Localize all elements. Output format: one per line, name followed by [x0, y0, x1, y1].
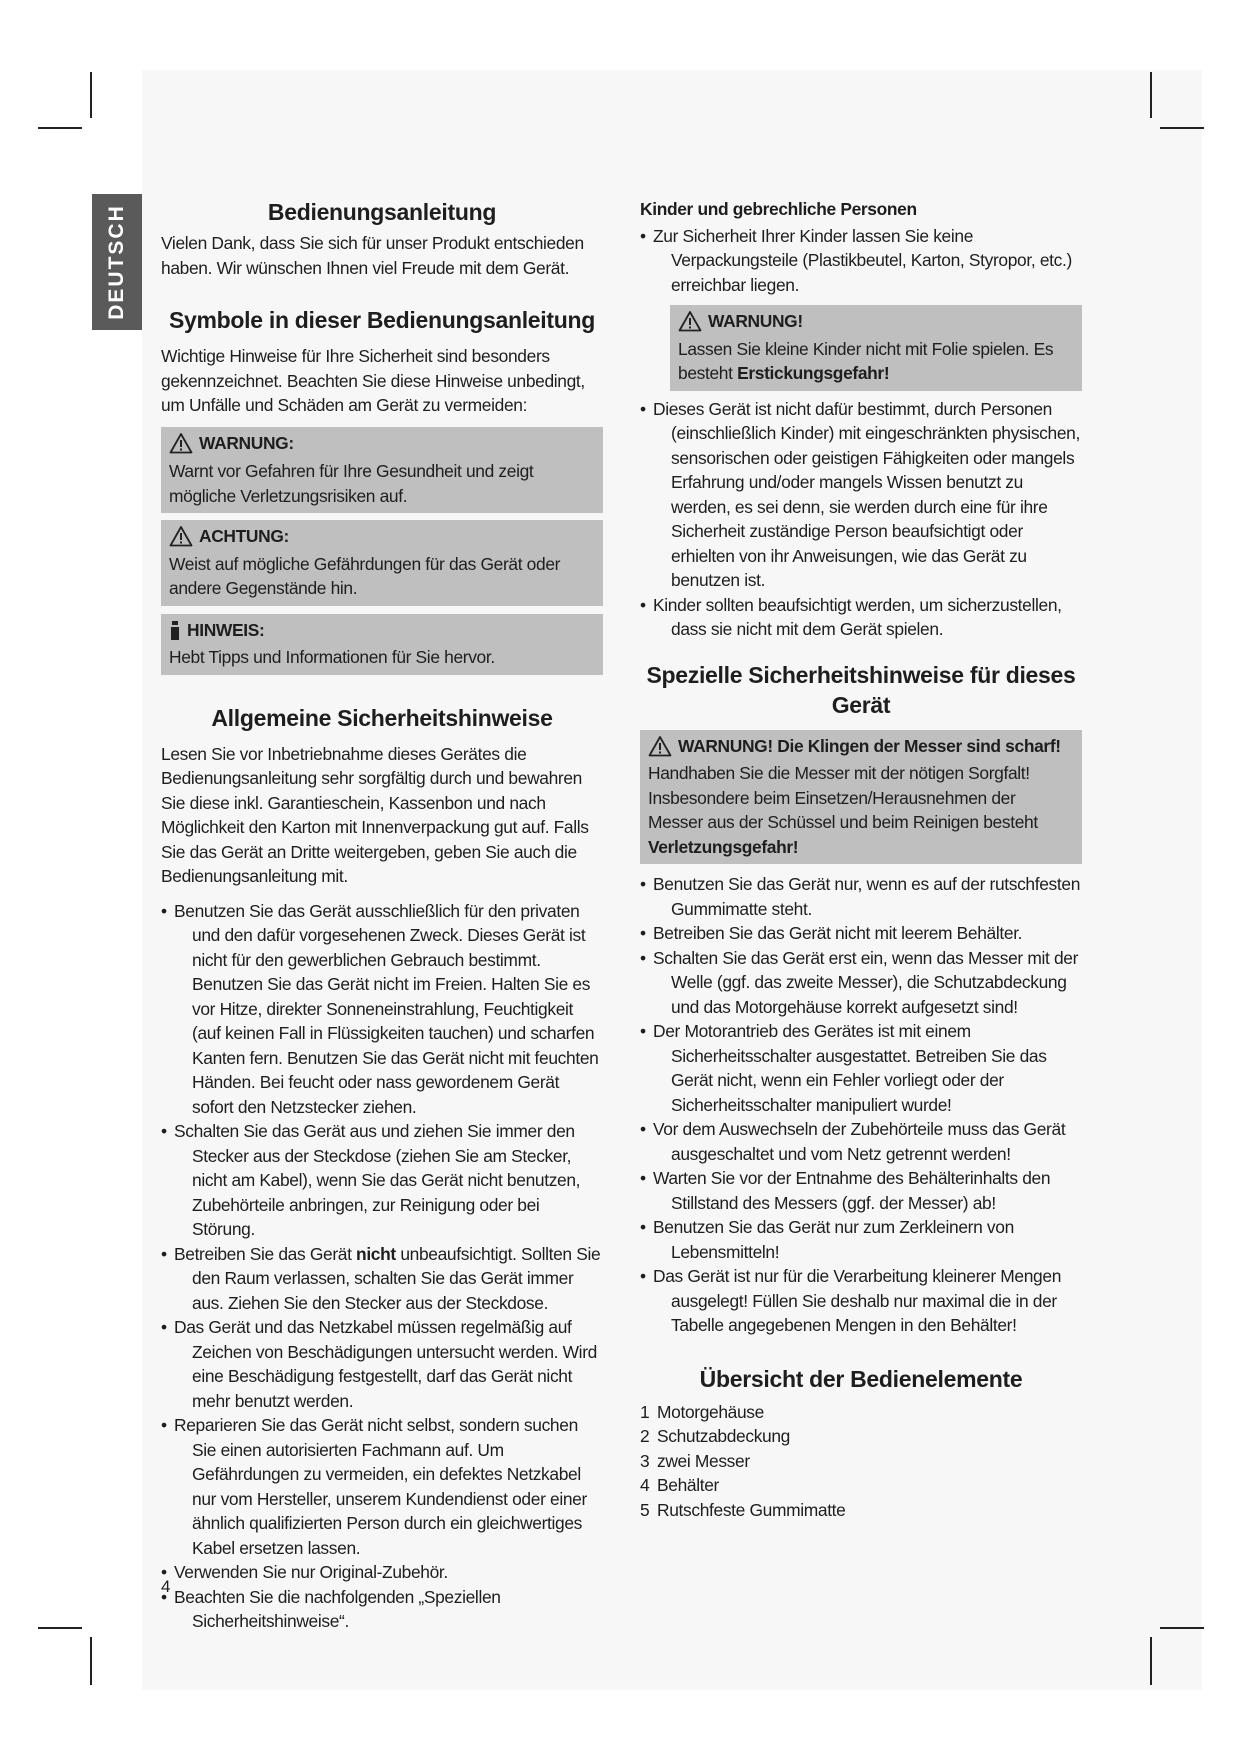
intro-text: Vielen Dank, dass Sie sich für unser Produkt entschieden haben. Wir wünschen Ihnen viel Freude mit dem Gerät. [161, 233, 584, 278]
list-item-text: • Reparieren Sie das Gerät nicht selbst, sondern suchen Sie einen autorisierten Fachmann auf. Um Gefährdungen zu vermeiden, ein defektes Netzkabel nur vom Hersteller, unserem Kundendienst oder einer ähnlich qualifizierten Person durch ein gleichwertiges Kabel ersetzen lassen. [174, 1415, 587, 1558]
overview-num: 1 [640, 1401, 650, 1422]
overview-item [640, 1449, 1082, 1474]
caution-box [161, 520, 603, 606]
emphasis-not: nicht [356, 1243, 396, 1264]
special-safety-heading: Spezielle Sicherheitshinweise für dieses Gerät [646, 661, 1076, 718]
right-column [640, 197, 1082, 1522]
list-item-text: • Benutzen Sie das Gerät ausschließlich für den privaten und den dafür vorgesehenen Zweck. Dieses Gerät ist nicht für den gewerblichen Gebrauch bestimmt. [174, 900, 586, 970]
overview-label: Schutzabdeckung [657, 1426, 791, 1446]
list-item [640, 1215, 1082, 1264]
overview-label: Rutschfeste Gummimatte [657, 1499, 846, 1520]
crop-mark [1150, 72, 1152, 118]
list-item [640, 1166, 1082, 1215]
warning-label: WARNUNG: [199, 432, 294, 453]
list-item-text: • Kinder sollten beaufsichtigt werden, um sicherzustellen, dass sie nicht mit dem Gerät spielen. [653, 594, 1062, 639]
crop-mark [90, 72, 92, 118]
warning-triangle-icon [678, 310, 702, 332]
list-item [640, 872, 1082, 921]
blade-warning-body: Insbesondere beim Einsetzen/Herausnehmen der Messer aus der Schüssel und beim Reinigen besteht [648, 787, 1038, 832]
overview-label: zwei Messer [657, 1450, 750, 1471]
overview-item [640, 1424, 1082, 1449]
list-item-text: • Warten Sie vor der Entnahme des Behälterinhalts den Stillstand des Messers (ggf. der Messer) ab! [653, 1168, 1051, 1213]
crop-mark [38, 127, 82, 129]
list-item [161, 899, 603, 1120]
list-item-text [174, 1242, 603, 1316]
list-item [161, 1560, 603, 1585]
overview-list [640, 1400, 1082, 1523]
page-number: 4 [161, 1577, 171, 1596]
general-intro: Lesen Sie vor Inbetriebnahme dieses Gerätes die Bedienungsanleitung sehr sorgfältig durch und bewahren Sie diese inkl. Garantieschein, Kassenbon und nach Möglichkeit den Karton mit Innenverpackung gut auf. Falls Sie das Gerät an Dritte weitergeben, geben Sie auch die Bedienungsanleitung mit. [161, 743, 589, 886]
list-item-text: • Zur Sicherheit Ihrer Kinder lassen Sie keine Verpackungsteile (Plastikbeutel, Karton, Styropor, etc.) erreichbar liegen. [653, 225, 1072, 295]
list-item [640, 593, 1082, 642]
left-column [161, 197, 603, 1634]
children-warning-body: Lassen Sie kleine Kinder nicht mit Folie spielen. Es besteht [678, 338, 1054, 383]
overview-num: 4 [640, 1475, 650, 1495]
blade-warning-line: Handhaben Sie die Messer mit der nötigen Sorgfalt! [648, 763, 1030, 783]
list-item-text: Benutzen Sie das Gerät nicht im Freien. Halten Sie es vor Hitze, direkter Sonneneinstrahlung, Feuchtigkeit (auf keinen Fall in Flüssigkeiten tauchen) und scharfen Kanten fern. Benutzen Sie das Gerät nicht mit feuchten Händen. Bei feucht oder nass gewordenem Gerät sofort den Netzstecker ziehen. [192, 974, 599, 1117]
overview-num: 3 [640, 1450, 650, 1471]
children-list-top [640, 224, 1082, 298]
crop-mark [90, 1637, 92, 1685]
warning-box [161, 427, 603, 514]
overview-label: Motorgehäuse [657, 1401, 764, 1422]
list-item-text: • Dieses Gerät ist nicht dafür bestimmt, durch Personen (einschließlich Kinder) mit eingeschränkten physischen, sensorischen oder geistigen Fähigkeiten oder mangels Erfahrung und/oder mangels Wissen benutzt zu werden, es sei denn, sie werden durch eine für ihre Sicherheit zuständige Person beaufsichtigt oder erhielten von ihr Anweisungen, wie das Gerät zu benutzen ist. [653, 398, 1080, 590]
list-item-text: • Benutzen Sie das Gerät nur zum Zerkleinern von Lebensmitteln! [653, 1217, 1014, 1262]
bold-lead: Betreiben Sie das Gerät [174, 1243, 352, 1264]
special-safety-list [640, 872, 1082, 1338]
list-item-text: • Schalten Sie das Gerät aus und ziehen Sie immer den Stecker aus der Steckdose (ziehen Sie am Stecker, nicht am Kabel), wenn Sie das Gerät nicht benutzen, Zubehörteile anbringen, zur Reinigung oder bei Störung. [174, 1121, 581, 1239]
warning-text: Warnt vor Gefahren für Ihre Gesundheit und zeigt mögliche Verletzungsrisiken auf. [169, 461, 534, 506]
children-warning-text [678, 337, 1074, 386]
children-heading: Kinder und gebrechliche Personen [640, 199, 917, 219]
overview-item [640, 1400, 1082, 1425]
list-item [161, 1585, 603, 1634]
list-item-text: • Der Motorantrieb des Gerätes ist mit einem Sicherheitsschalter ausgestattet. Betreiben Sie das Gerät nicht, wenn ein Fehler vorliegt oder der Sicherheitsschalter manipuliert wurde! [653, 1021, 1047, 1115]
symbols-heading: Symbole in dieser Bedienungsanleitung [169, 307, 595, 333]
list-item [640, 1264, 1082, 1338]
general-safety-list [161, 899, 603, 1634]
children-warning-label: WARNUNG! [708, 311, 803, 331]
list-item [161, 1242, 603, 1316]
bold-tail: unbeaufsichtigt. Sollten Sie den Raum verlassen, schalten Sie das Gerät immer aus. Ziehen Sie den Stecker aus der Steckdose. [192, 1243, 601, 1313]
warning-triangle-icon [648, 735, 672, 757]
list-item-text: • Vor dem Auswechseln der Zubehörteile muss das Gerät ausgeschaltet und vom Netz getrennt werden! [653, 1119, 1066, 1164]
children-list [640, 397, 1082, 642]
list-item [640, 946, 1082, 1020]
list-item-text: • Das Gerät ist nur für die Verarbeitung kleinerer Mengen ausgelegt! Füllen Sie deshalb nur maximal die in der Tabelle angegebenen Mengen in den Behälter! [653, 1266, 1062, 1335]
list-item [640, 1019, 1082, 1117]
overview-item [640, 1473, 1082, 1498]
list-item [640, 397, 1082, 593]
language-label: DEUTSCH [105, 204, 129, 320]
caution-label: ACHTUNG: [199, 526, 289, 546]
children-warning-bold: Erstickungsgefahr! [737, 363, 890, 383]
warning-triangle-icon [169, 432, 193, 454]
list-item-text: • Das Gerät und das Netzkabel müssen regelmäßig auf Zeichen von Beschädigungen untersucht werden. Wird eine Beschädigung festgestellt, darf das Gerät nicht mehr benutzt werden. [174, 1317, 597, 1411]
note-box [161, 614, 603, 675]
symbols-intro: Wichtige Hinweise für Ihre Sicherheit sind besonders gekennzeichnet. Beachten Sie diese Hinweise unbedingt, um Unfälle und Schäden am Gerät zu vermeiden: [161, 346, 585, 415]
list-item [640, 1117, 1082, 1166]
crop-mark [1160, 127, 1204, 129]
children-warning-box [670, 305, 1082, 391]
list-item [161, 1413, 603, 1560]
blade-warning-label: WARNUNG! Die Klingen der Messer sind scharf! [678, 735, 1061, 756]
blade-warning-box [640, 730, 1082, 865]
info-icon [169, 619, 181, 641]
list-item-text: • Betreiben Sie das Gerät nicht mit leerem Behälter. [653, 923, 1023, 943]
list-item [640, 224, 1082, 298]
note-text: Hebt Tipps und Informationen für Sie hervor. [169, 647, 495, 667]
document-title: Bedienungsanleitung [267, 199, 497, 225]
list-item-text: • Schalten Sie das Gerät erst ein, wenn das Messer mit der Welle (ggf. das zweite Messer), die Schutzabdeckung und das Motorgehäuse korrekt aufgesetzt sind! [653, 947, 1079, 1017]
note-label: HINWEIS: [187, 619, 265, 640]
crop-mark [1150, 1637, 1152, 1685]
blade-warning-text [648, 786, 1074, 860]
caution-text: Weist auf mögliche Gefährdungen für das Gerät oder andere Gegenstände hin. [169, 553, 561, 598]
list-item-text: • Verwenden Sie nur Original-Zubehör. [174, 1562, 448, 1582]
overview-heading: Übersicht der Bedienelemente [699, 1365, 1023, 1392]
list-item [161, 1119, 603, 1242]
list-item [161, 1315, 603, 1413]
overview-num: 2 [640, 1426, 650, 1446]
caution-triangle-icon [169, 525, 193, 547]
overview-num: 5 [640, 1499, 650, 1520]
list-item [640, 921, 1082, 946]
overview-item [640, 1498, 1082, 1523]
blade-warning-bold: Verletzungsgefahr! [648, 836, 799, 857]
list-item-text: • Beachten Sie die nachfolgenden „Speziellen Sicherheitshinweise“. [174, 1586, 501, 1631]
language-tab [92, 194, 142, 330]
crop-mark [1160, 1627, 1204, 1629]
overview-label: Behälter [657, 1475, 719, 1495]
crop-mark [38, 1627, 82, 1629]
general-safety-heading: Allgemeine Sicherheitshinweise [211, 704, 553, 731]
list-item-text: • Benutzen Sie das Gerät nur, wenn es auf der rutschfesten Gummimatte steht. [653, 874, 1081, 919]
